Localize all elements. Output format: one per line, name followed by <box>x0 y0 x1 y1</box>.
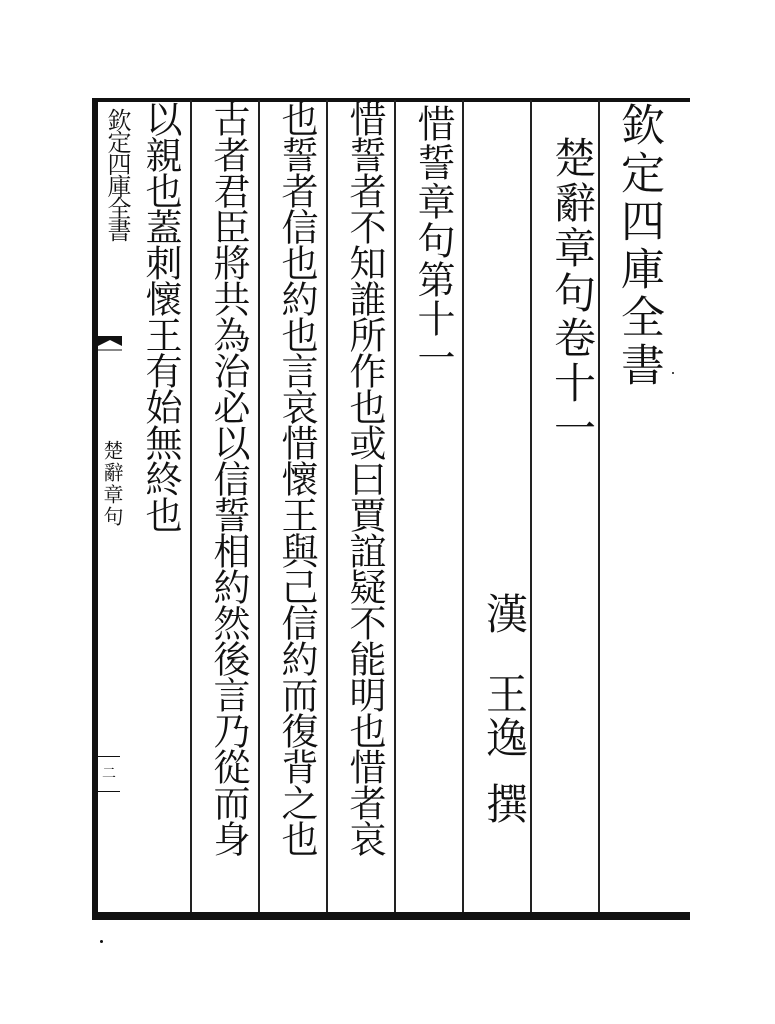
author-name: 王逸 <box>480 672 529 760</box>
scan-speck <box>672 372 674 374</box>
text-column-1: 惜誓者不知誰所作也或曰賈誼疑不能明也惜者哀 <box>343 100 386 856</box>
page-number: 二 <box>98 756 120 792</box>
column-rule <box>394 100 396 912</box>
column-rule <box>190 100 192 912</box>
column-rule <box>326 100 328 912</box>
text-column-3: 古者君臣將共為治必以信誓相約然後言乃從而身 <box>207 100 250 856</box>
margin-section-label: 楚辭章句 <box>100 440 124 528</box>
scan-speck <box>100 940 103 943</box>
chapter-title: 惜誓章句第十一 <box>411 104 455 377</box>
text-column-2: 也誓者信也約也言哀惜懷王與己信約而復背之也 <box>275 100 318 856</box>
author-dynasty: 漢 <box>480 592 529 634</box>
text-column-4: 以親也蓋刺懷王有始無終也 <box>139 100 182 532</box>
margin-title: 欽定四庫全書 <box>103 108 131 240</box>
author-role: 撰 <box>480 782 529 824</box>
header-title: 欽定四庫全書 <box>613 102 664 390</box>
frame-bottom-border <box>92 912 690 920</box>
column-rule <box>258 100 260 912</box>
column-rule <box>462 100 464 912</box>
book-title: 楚辭章句卷十一 <box>548 136 597 451</box>
fish-tail-mark-icon <box>98 336 122 354</box>
